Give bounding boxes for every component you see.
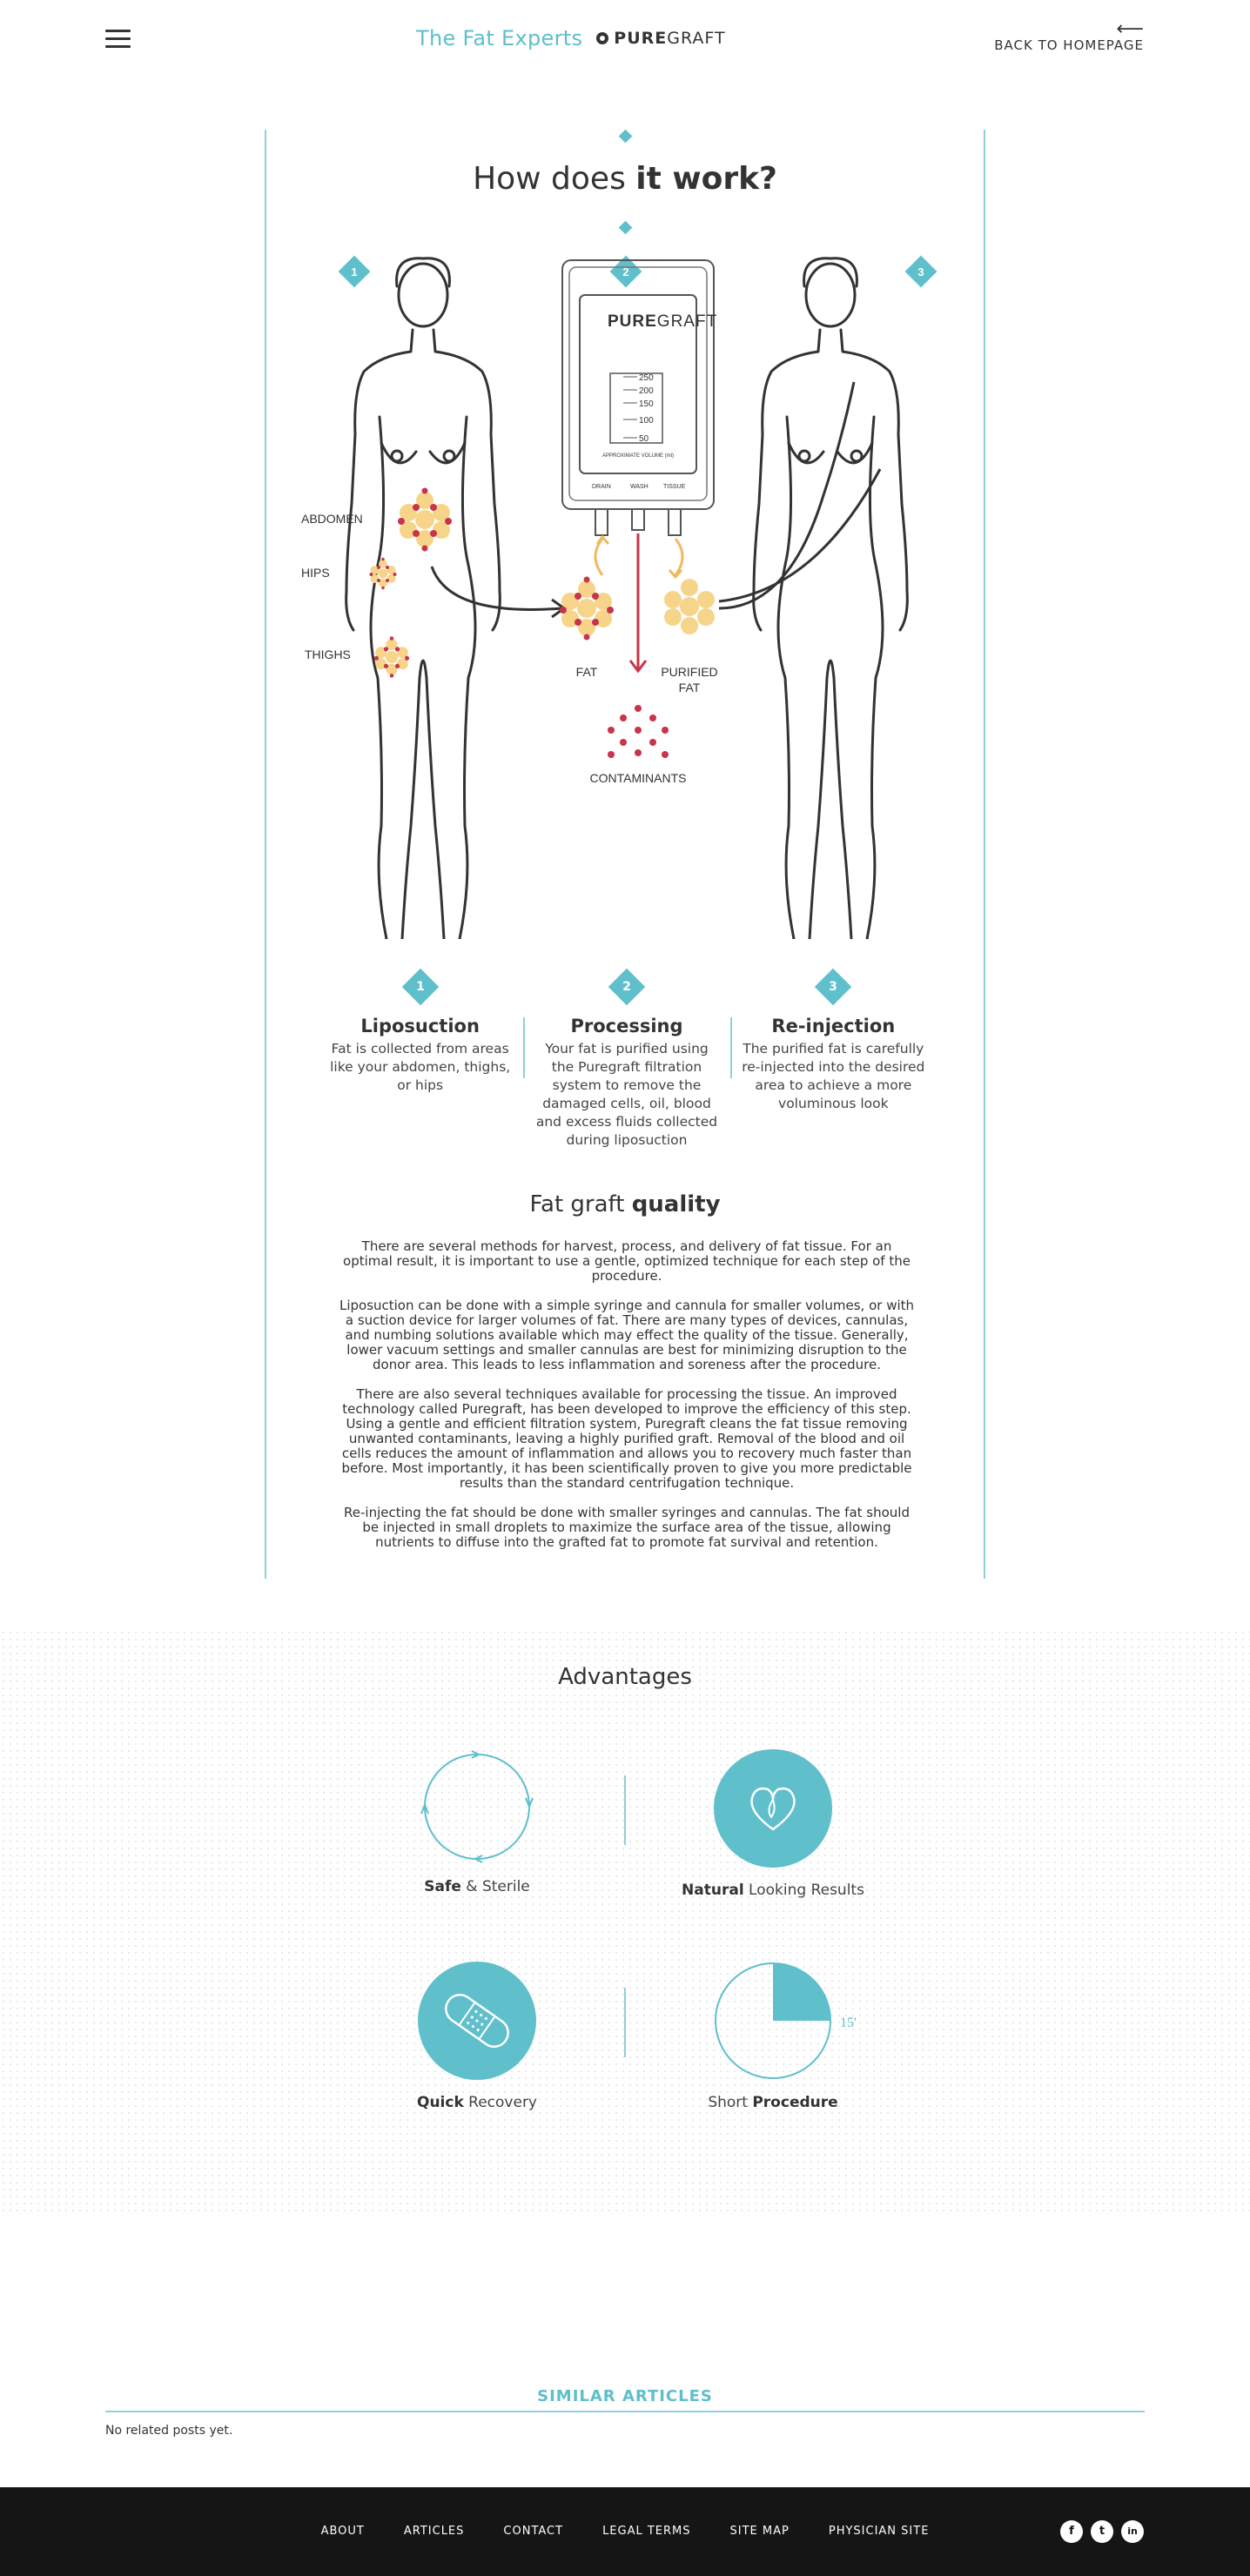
svg-text:APPROXIMATE VOLUME (ml): APPROXIMATE VOLUME (ml) [602,453,674,459]
site-header [0,0,1250,87]
brand-title: The Fat Experts [416,26,583,50]
svg-text:1: 1 [351,265,358,278]
footer-link-site-map[interactable]: SITE MAP [729,2525,790,2538]
fat-cluster-icon [560,577,614,641]
how-it-works-title: How does it work? [473,161,777,197]
advantages-title: Advantages [558,1664,692,1690]
step-marker-3 [905,256,938,288]
purified-fat-label: FAT [678,681,701,694]
volume-mark: 100 [639,416,654,426]
logo-mark-icon [596,32,608,44]
footer-link-legal-terms[interactable]: LEGAL TERMS [602,2525,691,2538]
volume-mark: 250 [639,373,654,383]
logo-secondary: GRAFT [667,29,726,48]
step-description: The purified fat is carefully re-injected into the desired area to achieve a more voluminous look [742,1041,925,1111]
arrow-left-icon: ⟵ [1116,18,1144,40]
puregraft-device [562,260,717,535]
svg-text:DRAIN: DRAIN [592,484,611,490]
patient-body-right [754,258,908,939]
facebook-icon[interactable]: f [1060,2520,1083,2543]
hamburger-icon[interactable] [105,30,131,49]
fat-cluster-abdomen-icon [398,488,452,552]
quality-paragraph: Re-injecting the fat should be done with smaller syringes and cannulas. The fat should be injected in small droplets to maximize the surface area of the tissue, allowing nutrients to diffuse into the grafted fat to promote fat survival and retention. [344,1505,910,1550]
similar-articles-title: SIMILAR ARTICLES [537,2387,713,2405]
diamond-ornament-icon [619,221,633,235]
diamond-ornament-icon [619,130,633,144]
procedure-illustration [266,234,987,939]
advantage-quick-recovery: Quick Recovery [373,1962,581,2111]
logo-primary: PURE [614,29,668,48]
procedure-minutes: 15' [840,2016,857,2030]
step-reinjection [730,974,937,1150]
quality-paragraph: Liposuction can be done with a simple syringe and cannula for smaller volumes, or with a suction device for larger volumes of fat. There are many types of devices, cannulas, and numbing solutions available which may effect the quality of the tissue. Generally, lower vacuum settings and smaller cannulas are best for minimizing disruption to the donor area. This leads to less inflammation and soreness after the procedure. [339,1298,915,1372]
fat-label: FAT [575,665,598,679]
footer-link-contact[interactable]: CONTACT [503,2525,564,2538]
clock-quarter-icon [714,1962,888,2080]
fat-cluster-thighs-icon [374,636,409,677]
step-number-badge: 2 [608,969,645,1005]
advantage-divider [624,1775,626,1845]
advantage-divider [624,1988,626,2057]
steps-list [317,974,937,1150]
step-title: Re-injection [771,1016,896,1036]
step-processing [523,974,729,1150]
fat-graft-quality-title: Fat graft quality [529,1191,721,1218]
volume-mark: 200 [639,386,654,396]
region-thighs-label: THIGHS [305,647,351,661]
advantages-section [0,1629,1250,2212]
patient-body-left [346,258,501,939]
volume-mark: 50 [639,434,649,444]
how-it-works-section [265,130,985,1579]
svg-text:2: 2 [622,265,629,278]
step-marker-1 [339,256,371,288]
heart-icon [714,1749,832,1868]
advantage-natural-results: Natural Looking Results [669,1749,877,1899]
advantage-safe-sterile: Safe & Sterile [373,1749,581,1895]
region-hips-label: HIPS [301,566,330,580]
purified-fat-label: PURIFIED [661,665,718,679]
region-abdomen-label: ABDOMEN [301,512,363,526]
svg-text:WASH: WASH [630,484,649,490]
footer-link-about[interactable]: ABOUT [320,2525,365,2538]
svg-text:3: 3 [917,265,924,278]
step-number-badge: 1 [401,969,438,1005]
purified-fat-cluster-icon [664,579,715,634]
step-title: Processing [570,1016,683,1036]
step-description: Your fat is purified using the Puregraft filtration system to remove the damaged cells, oil, blood and excess fluids collected during liposuction [535,1041,718,1148]
back-to-homepage-label: BACK TO HOMEPAGE [994,37,1144,53]
footer-link-articles[interactable]: ARTICLES [403,2525,465,2538]
step-title: Liposuction [360,1016,480,1036]
back-to-homepage-link[interactable] [994,18,1144,53]
linkedin-icon[interactable]: in [1121,2520,1144,2543]
quality-paragraph: There are several methods for harvest, process, and delivery of fat tissue. For an optimal result, it is important to use a gentle, optimized technique for each step of the procedure. [343,1238,911,1284]
step-number-badge: 3 [815,969,851,1005]
advantage-short-procedure: 15' Short Procedure [669,1962,877,2111]
bandage-icon [418,1962,536,2080]
volume-mark: 150 [639,399,654,409]
contaminants-icon [608,705,669,758]
quality-paragraph: There are also several techniques available for processing the tissue. An improved technology called Puregraft, has been developed to improve the efficiency of this step. Using a gentle and efficient filtration system, Puregraft cleans the fat tissue removing unwanted contaminants, leaving a highly purified graft. Removal of the blood and oil cells reduces the amount of inflammation and allows you to recovery much faster than before. Most importantly, it has been scientifically proven to give you more predictable results than the standard centrifugation technique. [341,1386,912,1491]
step-description: Fat is collected from areas like your abdomen, thighs, or hips [330,1041,511,1093]
contaminants-label: CONTAMINANTS [589,771,687,785]
brand[interactable] [416,26,726,50]
cycle-arrows-icon [420,1749,534,1864]
footer-link-physician-site[interactable]: PHYSICIAN SITE [828,2525,930,2538]
twitter-icon[interactable]: t [1091,2520,1113,2543]
fat-graft-quality-body [336,1239,917,1565]
step-liposuction [317,974,523,1150]
svg-text:PUREGRAFT: PUREGRAFT [608,312,718,331]
svg-text:TISSUE: TISSUE [663,484,686,490]
site-footer [0,2487,1250,2576]
puregraft-logo [596,29,725,48]
no-related-posts-text: No related posts yet. [105,2424,233,2438]
similar-articles-divider [105,2411,1145,2412]
social-links [1060,2520,1144,2543]
